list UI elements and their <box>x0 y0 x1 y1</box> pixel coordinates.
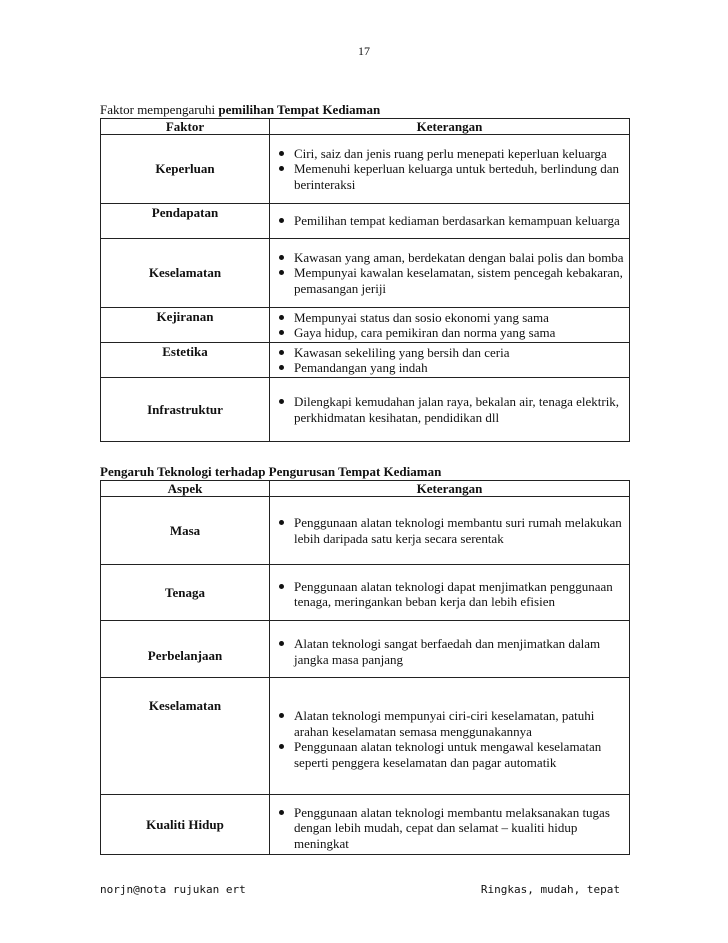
row-label: Kualiti Hidup <box>101 795 270 855</box>
bullet-item: Pemilihan tempat kediaman berdasarkan kemampuan keluarga <box>270 213 629 229</box>
faktor-table <box>100 118 630 442</box>
table-row <box>101 795 630 855</box>
bullet-item: Pemandangan yang indah <box>270 360 629 376</box>
footer-right-text: Ringkas, mudah, tepat <box>480 883 620 896</box>
table-row <box>101 497 630 565</box>
footer-left-text: norjn@nota rujukan ert <box>100 883 246 896</box>
bullet-item: Memenuhi keperluan keluarga untuk berteduh, berlindung dan berinteraksi <box>270 161 629 192</box>
table-row <box>101 678 630 795</box>
row-label: Estetika <box>101 343 270 378</box>
bullet-item: Dilengkapi kemudahan jalan raya, bekalan air, tenaga elektrik, perkhidmatan kesihatan, pendidikan dll <box>270 394 629 425</box>
page-number: 17 <box>358 44 370 58</box>
row-label: Keperluan <box>101 135 270 204</box>
table-row <box>101 135 630 204</box>
bullet-item: Penggunaan alatan teknologi membantu melaksanakan tugas dengan lebih mudah, cepat dan selamat – kualiti hidup meningkat <box>270 805 629 852</box>
section2-title: Pengaruh Teknologi terhadap Pengurusan Tempat Kediaman <box>100 464 442 479</box>
bullet-item: Alatan teknologi mempunyai ciri-ciri keselamatan, patuhi arahan keselamatan semasa menggunakannya <box>270 708 629 739</box>
table-row <box>101 308 630 343</box>
row-description <box>270 204 630 239</box>
bullet-item: Penggunaan alatan teknologi dapat menjimatkan penggunaan tenaga, meringankan beban kerja dan lebih efisien <box>270 579 629 610</box>
row-description <box>270 135 630 204</box>
bullet-item: Ciri, saiz dan jenis ruang perlu menepati keperluan keluarga <box>270 146 629 162</box>
row-label: Masa <box>101 497 270 565</box>
row-description <box>270 497 630 565</box>
row-description <box>270 621 630 678</box>
table-row <box>101 204 630 239</box>
keterangan-column-header: Keterangan <box>270 119 630 135</box>
table-row <box>101 239 630 308</box>
table-row <box>101 621 630 678</box>
table-row <box>101 565 630 621</box>
row-label: Tenaga <box>101 565 270 621</box>
row-description <box>270 795 630 855</box>
page-footer <box>100 883 620 896</box>
row-label: Perbelanjaan <box>101 621 270 678</box>
bullet-item: Penggunaan alatan teknologi untuk mengawal keselamatan seperti penggera keselamatan dan pagar automatik <box>270 739 629 770</box>
row-label: Kejiranan <box>101 308 270 343</box>
row-label: Infrastruktur <box>101 378 270 442</box>
row-description <box>270 239 630 308</box>
faktor-column-header: Faktor <box>101 119 270 135</box>
aspek-column-header: Aspek <box>101 481 270 497</box>
row-label: Pendapatan <box>101 204 270 239</box>
row-description <box>270 565 630 621</box>
row-description <box>270 343 630 378</box>
row-description <box>270 678 630 795</box>
row-description <box>270 378 630 442</box>
bullet-item: Mempunyai kawalan keselamatan, sistem pencegah kebakaran, pemasangan jeriji <box>270 265 629 296</box>
faktor-header-row <box>101 119 630 135</box>
row-description <box>270 308 630 343</box>
row-label: Keselamatan <box>101 678 270 795</box>
bullet-item: Gaya hidup, cara pemikiran dan norma yang sama <box>270 325 629 341</box>
section1-title <box>100 103 380 117</box>
section1-title-bold: pemilihan Tempat Kediaman <box>218 102 381 117</box>
section1-title-plain: Faktor mempengaruhi <box>100 102 219 117</box>
table-row <box>101 343 630 378</box>
bullet-item: Mempunyai status dan sosio ekonomi yang sama <box>270 310 629 326</box>
aspek-table <box>100 480 630 855</box>
bullet-item: Penggunaan alatan teknologi membantu suri rumah melakukan lebih daripada satu kerja secara serentak <box>270 515 629 546</box>
bullet-item: Kawasan yang aman, berdekatan dengan balai polis dan bomba <box>270 250 629 266</box>
aspek-header-row <box>101 481 630 497</box>
row-label: Keselamatan <box>101 239 270 308</box>
bullet-item: Kawasan sekeliling yang bersih dan ceria <box>270 345 629 361</box>
keterangan-column-header: Keterangan <box>270 481 630 497</box>
bullet-item: Alatan teknologi sangat berfaedah dan menjimatkan dalam jangka masa panjang <box>270 636 629 667</box>
table-row <box>101 378 630 442</box>
